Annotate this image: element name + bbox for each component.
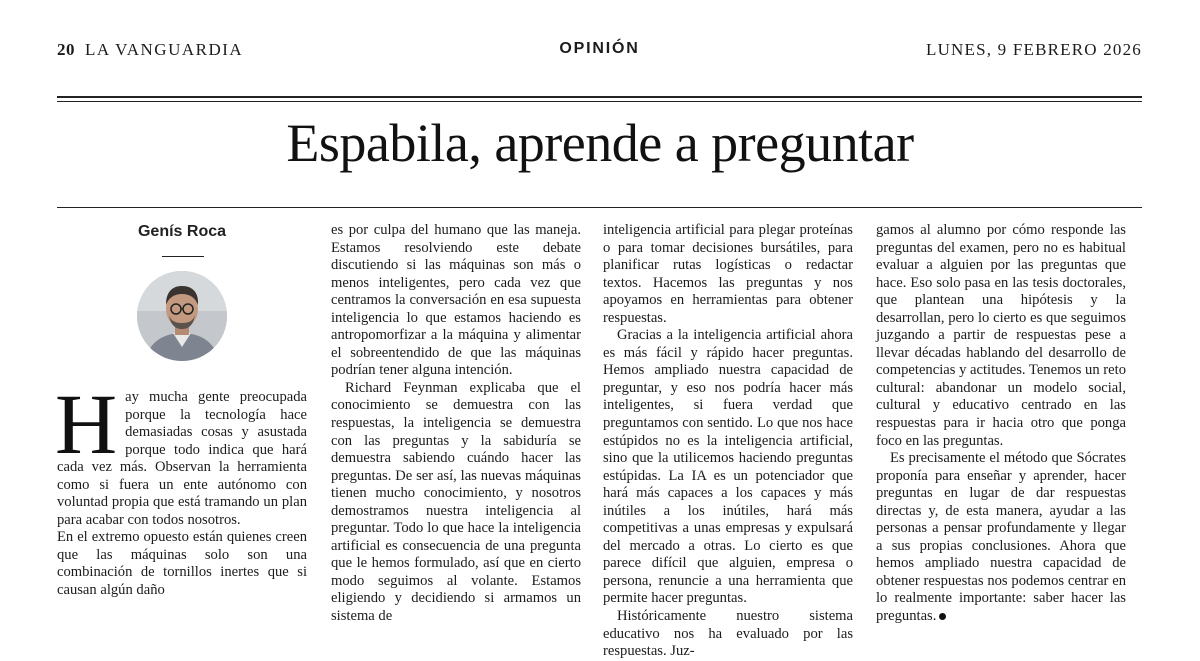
col2-paragraph-1: es por culpa del humano que las maneja. Estamos resolviendo este debate discutiendo si las máquinas son más o menos inteligentes, pero cada vez que centramos la conversación en esa supuesta inteligencia lo que estamos haciendo es antropomorfizar a la máquina y alimentar el sobreentendido de que las máquinas podrían tener alguna intención. xyxy=(331,222,581,379)
column-1 xyxy=(55,376,307,600)
column-4 xyxy=(876,222,1126,626)
end-mark xyxy=(939,613,946,620)
issue-date: LUNES, 9 FEBRERO 2026 xyxy=(926,40,1142,59)
page-number: 20 xyxy=(57,40,75,59)
col1-paragraph-1: ay mucha gente preocupada porque la tecnología hace demasiadas cosas y asustada porque todo indica que hará cada vez más. Observan la herramienta como si fuera un ente autónomo con voluntad propia que está tramando un plan para acabar con todos nosotros. xyxy=(57,389,307,528)
top-rule-thin xyxy=(57,101,1142,102)
col1-paragraph-2: En el extremo opuesto están quienes creen que las máquinas solo son una combinación de tornillos inertes que si causan algún daño xyxy=(57,529,307,599)
author-name: Genís Roca xyxy=(137,223,227,240)
top-rule-thick xyxy=(57,96,1142,98)
drop-cap: H xyxy=(55,376,118,472)
col4-paragraph-1: gamos al alumno por cómo responde las preguntas del examen, pero no es habitual evaluar a alguien por las preguntas que hace. Eso solo pasa en las tesis doctorales, que plantean una hipótesis y la desarrollan, pero lo cierto es que seguimos juzgando a partir de respuestas pese a llevar décadas hablando del desarrollo de competencias y actitudes. Tenemos un reto cultural: abandonar un modelo social, cultural y educativo centrado en las respuestas para ir hacia otro que ponga foco en las preguntas. xyxy=(876,222,1126,449)
headline-rule xyxy=(57,207,1142,208)
column-2 xyxy=(331,222,581,626)
byline-rule xyxy=(162,256,204,257)
page-header xyxy=(57,40,1142,64)
col3-paragraph-1: inteligencia artificial para plegar proteínas o para tomar decisiones bursátiles, para planificar rutas logísticas o redactar textos. Hacemos las preguntas y nos apoyamos en herramientas para obtener respuestas. xyxy=(603,222,853,326)
col2-paragraph-2: Richard Feynman explicaba que el conocimiento se demuestra con las respuestas, la inteligencia se demuestra con las preguntas y la sabiduría se demuestra sabiendo cuándo hacer las preguntas. De ser así, las nuevas máquinas tienen mucho conocimiento, y nosotros demostramos nuestra inteligencia al preguntar. Todo lo que hace la inteligencia artificial es consecuencia de una pregunta que le hemos formulado, así que en cierto modo seguimos al volante. Estamos eligiendo y decidiendo si armamos un sistema de xyxy=(331,379,581,625)
headline: Espabila, aprende a preguntar xyxy=(286,113,914,173)
author-photo xyxy=(137,271,227,361)
section-title: OPINIÓN xyxy=(559,40,640,57)
col4-paragraph-2: Es precisamente el método que Sócrates proponía para enseñar y aprender, hacer preguntas en lugar de dar respuestas directas y, de esta manera, ayudar a las personas a pensar profundamente y llegar a sus propias conclusiones. Ahora que hemos ampliado nuestra capacidad de obtener respuestas nos podemos centrar en lo realmente importante: saber hacer las preguntas. xyxy=(876,450,1126,625)
newspaper-name: LA VANGUARDIA xyxy=(85,40,244,59)
col3-paragraph-3: Históricamente nuestro sistema educativo nos ha evaluado por las respuestas. Juz- xyxy=(603,608,853,660)
col3-paragraph-2: Gracias a la inteligencia artificial ahora es más fácil y rápido hacer preguntas. Hemos ampliado nuestra capacidad de preguntar, y eso nos podría hacer más inteligentes, si fuera verdad que preguntamos con sentido. Lo que nos hace estúpidos no es la inteligencia artificial, sino que la utilicemos haciendo preguntas estúpidas. La IA es un potenciador que hará más capaces a los capaces y más inútiles a los inútiles, hará más competitivas a unas empresas y expulsará del mercado a otras. Lo cierto es que parece difícil que alguien, empresa o persona, renuncie a una herramienta que permite hacer preguntas. xyxy=(603,327,853,607)
column-3 xyxy=(603,222,853,661)
author-portrait xyxy=(137,271,227,361)
